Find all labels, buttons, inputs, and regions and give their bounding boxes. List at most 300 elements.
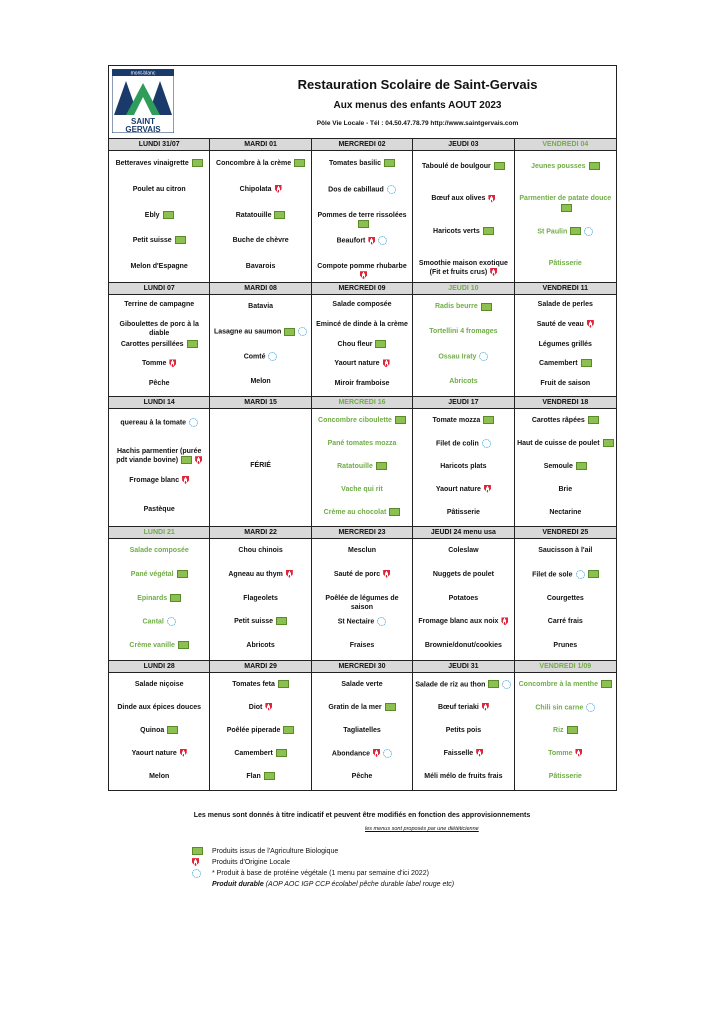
menu-item <box>415 327 511 336</box>
week-row <box>109 397 616 527</box>
menu-item-label: Brownie/donut/cookies <box>424 642 502 650</box>
bio-leaf-icon <box>385 703 396 711</box>
menu-item <box>415 485 511 494</box>
menu-item <box>415 546 511 555</box>
menu-item <box>314 703 410 712</box>
menu-item-label: Compote pomme rhubarbe <box>317 263 407 271</box>
menu-item-label: Légumes grillés <box>538 340 592 348</box>
day-cell <box>515 139 616 282</box>
day-items <box>515 673 616 790</box>
bio-leaf-icon <box>163 211 174 219</box>
menu-item-label: Comté <box>243 353 266 361</box>
menu-item <box>111 236 207 245</box>
vegetal-protein-icon <box>482 439 491 448</box>
bio-leaf-icon <box>187 340 198 348</box>
menu-item-label: Yaourt nature <box>334 360 380 368</box>
day-header: JEUDI 17 <box>413 397 513 409</box>
menu-item <box>111 262 207 271</box>
day-cell <box>413 397 514 526</box>
menu-item <box>111 570 207 579</box>
menu-item-label: Fromage blanc aux noix <box>418 618 499 626</box>
menu-item-label: Terrine de campagne <box>124 300 195 308</box>
menu-item-label: Flan <box>246 772 261 780</box>
menu-item <box>314 641 410 650</box>
menu-item-label: Batavia <box>248 303 274 311</box>
day-cell <box>515 283 616 396</box>
menu-item-label: Pâtisserie <box>548 259 582 267</box>
menu-item-label: Carottes persillées <box>120 340 184 348</box>
menu-item-label: Potatoes <box>448 594 479 602</box>
menu-item-label: Melon <box>149 772 170 780</box>
menu-item-label: Haricots verts <box>433 227 480 235</box>
menu-item-label: Melon <box>250 377 271 385</box>
menu-item-label: Ebly <box>144 211 160 219</box>
day-cell <box>312 661 413 790</box>
bio-leaf-icon <box>389 508 400 516</box>
menu-item <box>415 594 511 603</box>
day-cell <box>210 661 311 790</box>
menu-item-label: Beaufort <box>336 237 366 245</box>
menu-item-label: Chou chinois <box>238 546 283 554</box>
vegetal-protein-icon <box>268 352 277 361</box>
menu-item <box>415 703 511 712</box>
menu-item <box>314 508 410 517</box>
menu-item-label: Parmentier de patate douce <box>519 195 612 203</box>
day-header: MARDI 29 <box>210 661 310 673</box>
savoie-shield-icon <box>383 570 390 578</box>
menu-item-label: Saucisson à l'ail <box>538 546 593 554</box>
svg-text:mont-blanc: mont-blanc <box>130 70 156 77</box>
menu-item-label: Fraises <box>349 642 375 650</box>
weeks-grid <box>109 139 616 790</box>
menu-item-label: Mesclun <box>347 546 376 554</box>
bio-leaf-icon <box>384 159 395 167</box>
menu-item <box>517 227 614 236</box>
menu-item <box>212 641 308 650</box>
day-cell <box>109 527 210 660</box>
day-items <box>210 539 310 660</box>
menu-item-label: Gratin de la mer <box>328 703 382 711</box>
menu-item-label: Smoothie maison exotique (Fit et fruits crus) <box>418 259 508 276</box>
menu-item <box>517 194 614 212</box>
menu-item <box>111 359 207 368</box>
bio-leaf-icon <box>167 726 178 734</box>
menu-item-label: Camembert <box>234 749 273 757</box>
day-cell <box>413 661 514 790</box>
bio-leaf-icon <box>278 680 289 688</box>
day-items <box>312 539 412 660</box>
day-items <box>515 295 616 396</box>
menu-item-label: Faisselle <box>443 749 474 757</box>
menu-item <box>111 447 207 465</box>
menu-item-label: Haricots plats <box>440 462 487 470</box>
menu-item <box>314 359 410 368</box>
menu-item <box>212 594 308 603</box>
vegetal-protein-icon <box>167 617 176 626</box>
vegetal-protein-icon <box>383 749 392 758</box>
legend-vegetal-label: * Produit à base de protéine végétale (1 menu par semaine d'ici 2022) <box>212 870 429 877</box>
menu-item-label: Salade niçoise <box>134 680 184 688</box>
menu-item <box>415 227 511 236</box>
menu-item-label: Carottes râpées <box>531 416 585 424</box>
vegetal-protein-icon <box>586 703 595 712</box>
menu-item <box>314 594 410 612</box>
saint-gervais-logo <box>112 69 174 133</box>
day-items <box>312 151 412 282</box>
savoie-shield-icon <box>286 570 293 578</box>
day-header: VENDREDI 11 <box>515 283 616 295</box>
menu-item <box>212 749 308 758</box>
day-cell <box>312 139 413 282</box>
vegetal-protein-icon <box>479 352 488 361</box>
menu-item-label: Quinoa <box>140 726 165 734</box>
menu-item <box>415 377 511 386</box>
legend-local <box>192 857 454 868</box>
menu-item <box>314 546 410 555</box>
week-row <box>109 527 616 661</box>
menu-item <box>517 772 614 781</box>
menu-item <box>415 617 511 626</box>
svg-text:GERVAIS: GERVAIS <box>125 125 161 133</box>
bio-leaf-icon <box>375 340 386 348</box>
menu-item-label: Carré frais <box>547 618 583 626</box>
savoie-shield-icon <box>368 237 375 245</box>
menu-item <box>212 262 308 271</box>
day-cell <box>210 283 311 396</box>
menu-item <box>314 379 410 388</box>
menu-item <box>212 352 308 361</box>
day-header: MARDI 22 <box>210 527 310 539</box>
menu-item <box>212 211 308 220</box>
day-header: VENDREDI 25 <box>515 527 616 539</box>
legend-local-label: Produits d'Origine Locale <box>212 859 290 866</box>
bio-leaf-icon <box>589 162 600 170</box>
contact-line: Pôle Vie Locale - Tél : 04.50.47.78.79 http://www.saintgervais.com <box>316 120 519 127</box>
vegetal-protein-icon <box>189 418 198 427</box>
day-header: JEUDI 10 <box>413 283 513 295</box>
menu-item-label: Concombre à la crème <box>216 159 292 167</box>
menu-item <box>415 462 511 471</box>
bio-leaf-icon <box>483 416 494 424</box>
day-cell <box>312 527 413 660</box>
menu-item-label: Agneau au thym <box>228 570 283 578</box>
menu-item <box>111 726 207 735</box>
menu-item-label: Miroir framboise <box>334 380 390 388</box>
menu-item-label: St Nectaire <box>337 618 375 626</box>
savoie-shield-icon <box>192 858 199 866</box>
bio-leaf-icon <box>358 220 369 228</box>
day-header: MERCREDI 09 <box>312 283 412 295</box>
day-cell <box>109 139 210 282</box>
menu-item-label: Brie <box>558 485 573 493</box>
menu-item-label: Salade verte <box>341 680 383 688</box>
menu-item <box>314 680 410 689</box>
vegetal-protein-icon <box>378 236 387 245</box>
day-cell <box>109 397 210 526</box>
savoie-shield-icon <box>488 195 495 203</box>
menu-item <box>517 641 614 650</box>
day-cell <box>413 283 514 396</box>
menu-item-label: Poêlée de légumes de saison <box>325 594 399 611</box>
vegetal-protein-icon <box>502 680 511 689</box>
menu-item-label: Pâtisserie <box>548 772 582 780</box>
bio-leaf-icon <box>395 416 406 424</box>
day-header: LUNDI 28 <box>109 661 209 673</box>
menu-item <box>517 300 614 309</box>
menu-item-label: Yaourt nature <box>435 485 481 493</box>
day-items <box>109 295 209 396</box>
menu-item <box>415 772 511 781</box>
bio-leaf-icon <box>177 570 188 578</box>
menu-item-label: Jeunes pousses <box>531 163 586 171</box>
menu-item <box>212 236 308 245</box>
menu-item-label: Buche de chèvre <box>232 237 289 245</box>
vegetal-protein-icon <box>584 227 593 236</box>
menu-item-label: Petits pois <box>445 726 482 734</box>
day-items <box>515 409 616 526</box>
day-items <box>109 539 209 660</box>
vegetal-protein-icon <box>298 327 307 336</box>
bio-leaf-icon <box>581 359 592 367</box>
menu-item <box>111 476 207 485</box>
menu-item <box>111 418 207 427</box>
bio-leaf-icon <box>192 159 203 167</box>
day-items <box>312 295 412 396</box>
menu-item <box>415 680 511 689</box>
bio-leaf-icon <box>603 439 614 447</box>
menu-item-label: Crème vanille <box>129 642 175 650</box>
bio-leaf-icon <box>588 570 599 578</box>
day-header: MARDI 08 <box>210 283 310 295</box>
menu-item-label: Sauté de veau <box>536 320 584 328</box>
day-items <box>109 151 209 282</box>
savoie-shield-icon <box>501 617 508 625</box>
menu-item <box>111 680 207 689</box>
menu-item-label: Pané végétal <box>130 570 174 578</box>
savoie-shield-icon <box>575 749 582 757</box>
menu-item <box>517 439 614 448</box>
bio-leaf-icon <box>178 641 189 649</box>
menu-item-label: Bœuf teriaki <box>437 703 479 711</box>
day-cell <box>109 661 210 790</box>
week-row <box>109 283 616 397</box>
savoie-shield-icon <box>484 485 491 493</box>
menu-item-label: Tomate mozza <box>432 416 481 424</box>
day-header: VENDREDI 04 <box>515 139 616 151</box>
menu-item-label: Taboulé de boulgour <box>422 163 491 171</box>
bio-leaf-icon <box>274 211 285 219</box>
legend <box>192 846 454 890</box>
legend-durable-note: (AOP AOC IGP CCP écolabel pêche durable label rouge etc) <box>265 881 455 888</box>
menu-item-label: Poêlée piperade <box>226 726 281 734</box>
menu-item-label: Pêche <box>148 380 170 388</box>
day-items <box>312 673 412 790</box>
day-items <box>210 295 310 396</box>
day-header: LUNDI 14 <box>109 397 209 409</box>
menu-item-label: quereau à la tomate <box>120 419 187 427</box>
day-items <box>210 151 310 282</box>
savoie-shield-icon <box>383 359 390 367</box>
day-items <box>413 151 513 282</box>
menu-item-label: Chou fleur <box>337 340 373 348</box>
bio-leaf-icon <box>483 227 494 235</box>
day-cell <box>413 139 514 282</box>
day-header: JEUDI 03 <box>413 139 513 151</box>
day-items <box>210 409 310 526</box>
menu-item-label: Haut de cuisse de poulet <box>517 439 600 447</box>
menu-item-label: Chili sin carne <box>535 703 584 711</box>
menu-item-label: Nectarine <box>549 508 582 516</box>
bio-leaf-icon <box>494 162 505 170</box>
disclaimer-note: Les menus sont donnés à titre indicatif et peuvent être modifiés en fonction des approvisionnements <box>193 812 531 819</box>
menu-item <box>314 320 410 329</box>
menu-item <box>111 703 207 712</box>
menu-item-label: Tomates basilic <box>328 159 381 167</box>
menu-item-label: Vache qui rit <box>341 485 383 493</box>
menu-item <box>415 259 511 277</box>
menu-item <box>517 726 614 735</box>
menu-item <box>415 508 511 517</box>
menu-item-label: Pané tomates mozza <box>327 439 397 447</box>
menu-item-label: Chipolata <box>239 185 272 193</box>
menu-item <box>314 570 410 579</box>
day-cell <box>210 397 311 526</box>
menu-item-label: Emincé de dinde à la crème <box>316 320 408 328</box>
menu-item <box>212 159 308 168</box>
menu-item-label: Petit suisse <box>234 618 274 626</box>
menu-item <box>111 749 207 758</box>
menu-item-label: Pêche <box>351 772 373 780</box>
menu-item-label: Cantal <box>142 618 164 626</box>
bio-leaf-icon <box>276 617 287 625</box>
menu-item <box>314 236 410 245</box>
menu-item <box>415 641 511 650</box>
legend-durable <box>192 879 454 890</box>
menu-item <box>517 680 614 689</box>
day-header: MERCREDI 30 <box>312 661 412 673</box>
menu-item <box>517 508 614 517</box>
menu-item <box>314 749 410 758</box>
vegetal-protein-icon <box>377 617 386 626</box>
savoie-shield-icon <box>587 320 594 328</box>
savoie-shield-icon <box>482 703 489 711</box>
menu-item <box>314 185 410 194</box>
menu-item <box>111 594 207 603</box>
menu-item <box>517 594 614 603</box>
savoie-shield-icon <box>373 749 380 757</box>
menu-item-label: Sauté de porc <box>333 570 381 578</box>
menu-item <box>212 772 308 781</box>
day-header: MARDI 15 <box>210 397 310 409</box>
menu-item-label: Tagliatelles <box>343 726 381 734</box>
vegetal-protein-icon <box>387 185 396 194</box>
day-cell <box>515 397 616 526</box>
day-items <box>515 151 616 282</box>
vegetal-protein-icon <box>576 570 585 579</box>
menu-item <box>517 416 614 425</box>
menu-item-label: Riz <box>553 726 564 734</box>
menu-item <box>314 617 410 626</box>
menu-item <box>111 211 207 220</box>
sheet-header <box>109 66 616 139</box>
bio-leaf-icon <box>561 204 572 212</box>
savoie-shield-icon <box>195 456 202 464</box>
day-items <box>413 295 513 396</box>
menu-item <box>517 340 614 349</box>
menu-item <box>314 211 410 229</box>
menu-item-label: Hachis parmentier (purée pdt viande bovine) <box>116 448 202 465</box>
savoie-shield-icon <box>275 185 282 193</box>
menu-item <box>212 703 308 712</box>
day-header: LUNDI 07 <box>109 283 209 295</box>
day-items <box>413 673 513 790</box>
page-subtitle: Aux menus des enfants AOUT 2023 <box>333 100 502 111</box>
bio-leaf-icon <box>276 749 287 757</box>
menu-item-label: Tortellini 4 fromages <box>429 328 498 336</box>
menu-item <box>415 749 511 758</box>
menu-item <box>415 439 511 448</box>
menu-item <box>212 680 308 689</box>
menu-item-label: Dinde aux épices douces <box>117 703 202 711</box>
legend-vegetal <box>192 868 454 879</box>
menu-item <box>415 570 511 579</box>
menu-item-label: Salade de perles <box>537 300 593 308</box>
day-cell <box>312 283 413 396</box>
day-header: MARDI 01 <box>210 139 310 151</box>
menu-item-label: Abondance <box>331 749 371 757</box>
savoie-shield-icon <box>169 359 176 367</box>
day-items <box>413 409 513 526</box>
day-items <box>109 409 209 526</box>
menu-item <box>415 162 511 171</box>
menu-item-label: Poulet au citron <box>132 185 186 193</box>
day-cell <box>210 139 311 282</box>
menu-item-label: Diot <box>248 703 263 711</box>
menu-item <box>212 726 308 735</box>
menu-item <box>212 617 308 626</box>
menu-item-label: Filet de sole <box>532 571 573 579</box>
day-cell <box>515 661 616 790</box>
menu-item <box>111 772 207 781</box>
day-items <box>109 673 209 790</box>
day-header: LUNDI 21 <box>109 527 209 539</box>
menu-item <box>415 352 511 361</box>
menu-item <box>517 320 614 329</box>
menu-item <box>517 546 614 555</box>
menu-item <box>111 300 207 309</box>
savoie-shield-icon <box>476 749 483 757</box>
menu-item-label: Yaourt nature <box>131 749 177 757</box>
week-row <box>109 661 616 790</box>
day-header: MERCREDI 16 <box>312 397 412 409</box>
menu-item-label: Salade composée <box>332 300 392 308</box>
menu-item <box>212 546 308 555</box>
menu-item <box>314 416 410 425</box>
menu-item <box>111 320 207 338</box>
day-header: MERCREDI 23 <box>312 527 412 539</box>
menu-item-label: Méli mélo de fruits frais <box>424 772 503 780</box>
menu-item-label: Crème au chocolat <box>323 508 387 516</box>
menu-item <box>314 772 410 781</box>
menu-item <box>212 570 308 579</box>
menu-item <box>111 185 207 194</box>
page-title: Restauration Scolaire de Saint-Gervais <box>297 77 538 92</box>
menu-item-label: Bavarois <box>245 263 276 271</box>
menu-item-label: Giboulettes de porc à la diable <box>119 320 199 337</box>
menu-item-label: Fruit de saison <box>540 380 591 388</box>
menu-item <box>517 570 614 579</box>
menu-item-label: Concombre ciboulette <box>318 416 392 424</box>
